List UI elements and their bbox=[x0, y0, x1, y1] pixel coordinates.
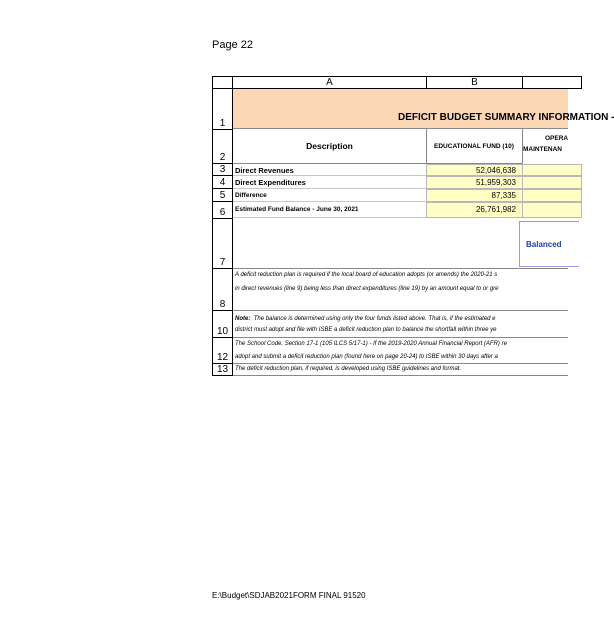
operations-maintenance-header: OPERA MAINTENAN bbox=[523, 135, 569, 153]
row-header-1[interactable]: 1 bbox=[212, 88, 233, 130]
estimated-fund-balance-value[interactable]: 26,761,982 bbox=[426, 202, 523, 218]
row-header-6[interactable]: 6 bbox=[212, 201, 233, 219]
educational-fund-header: EDUCATIONAL FUND (10) bbox=[426, 129, 523, 164]
row-header-5[interactable]: 5 bbox=[212, 188, 233, 202]
estimated-fund-balance-label: Estimated Fund Balance - June 30, 2021 bbox=[233, 202, 427, 218]
balanced-indicator bbox=[519, 221, 579, 267]
direct-expenditures-om-cell[interactable] bbox=[522, 176, 582, 189]
difference-value[interactable]: 87,335 bbox=[426, 189, 523, 202]
description-header: Description bbox=[233, 129, 427, 164]
row-header-10[interactable]: 10 bbox=[212, 310, 233, 338]
direct-expenditures-label: Direct Expenditures bbox=[233, 176, 427, 189]
file-path: E:\Budget\SDJAB2021FORM FINAL 91520 bbox=[212, 591, 366, 600]
row-header-12[interactable]: 12 bbox=[212, 337, 233, 364]
school-code-note: The School Code, Section 17-1 (105 ILCS 5/17-1) - If the 2019-2020 Annual Financial Report (AFR) re adopt and submit a deficit reduction plan (found here on page 20-24) to ISBE within 30 days after a bbox=[233, 338, 568, 364]
row-header-2[interactable]: 2 bbox=[212, 129, 233, 164]
sheet-title: DEFICIT BUDGET SUMMARY INFORMATION - bbox=[398, 112, 614, 123]
row-header-7[interactable]: 7 bbox=[212, 218, 233, 269]
difference-om-cell[interactable] bbox=[522, 189, 582, 202]
spreadsheet bbox=[212, 76, 614, 376]
balance-note: Note: The balance is determined using only the four funds listed above. That is, if the estimated e district must adopt and file with ISBE a deficit reduction plan to balance the shortfall within three ye bbox=[233, 311, 568, 338]
difference-label: Difference bbox=[233, 189, 427, 202]
row-header-4[interactable]: 4 bbox=[212, 175, 233, 189]
direct-revenues-label: Direct Revenues bbox=[233, 164, 427, 176]
direct-revenues-value[interactable]: 52,046,638 bbox=[426, 164, 523, 176]
row-header-3[interactable]: 3 bbox=[212, 163, 233, 176]
direct-expenditures-value[interactable]: 51,959,303 bbox=[426, 176, 523, 189]
page-number: Page 22 bbox=[212, 39, 253, 51]
deficit-plan-note: A deficit reduction plan is required if the local board of education adopts (or amends) the 2020-21 s in direct revenues (line 9) being less than direct expenditures (line 19) by an amount equal to or gre bbox=[233, 269, 568, 311]
direct-revenues-om-cell[interactable] bbox=[522, 164, 582, 176]
column-header-b[interactable]: B bbox=[426, 76, 523, 89]
guidelines-note: The deficit reduction plan, if required, is developed using ISBE guidelines and format. bbox=[233, 364, 568, 376]
row-header-8[interactable]: 8 bbox=[212, 268, 233, 311]
estimated-fund-balance-om-cell[interactable] bbox=[522, 202, 582, 218]
title-band bbox=[233, 89, 614, 129]
row-header-13[interactable]: 13 bbox=[212, 363, 233, 376]
column-header-a[interactable]: A bbox=[232, 76, 427, 89]
balanced-label: Balanced bbox=[526, 240, 562, 249]
column-header-c[interactable] bbox=[522, 76, 582, 89]
